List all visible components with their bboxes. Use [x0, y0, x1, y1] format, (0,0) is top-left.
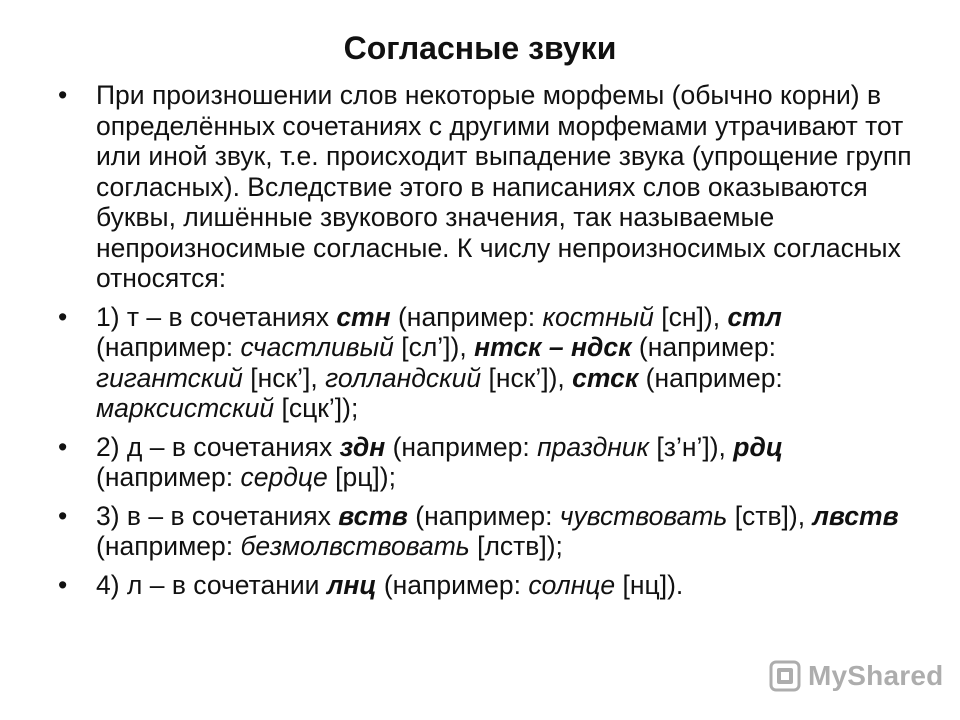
text-segment: При произношении слов некоторые морфемы (обычно корни) в определённых сочетаниях с другими морфемами утрачивают тот или иной звук, т.е. происходит выпадение звука (упрощение групп согласных). Вследствие этого в написаниях слов оказываются буквы, лишённые звукового значения, так называемые непроизносимые согласные. К числу непроизносимых согласных относятся: — [96, 80, 912, 293]
example-word: сердце — [240, 462, 328, 492]
example-word: чувствовать — [559, 500, 728, 531]
bold-italic-term: вств — [338, 500, 408, 531]
term-group — [336, 302, 390, 332]
bold-italic-term: лвств — [812, 500, 899, 531]
text-segment: (например: — [96, 332, 241, 362]
example-word: счастливый — [240, 332, 394, 362]
myshared-logo-icon — [768, 659, 802, 693]
text-segment: [рц]); — [327, 462, 396, 492]
bold-italic-term: стл — [727, 301, 782, 332]
bullet-text — [96, 302, 783, 424]
example-word: марксистский — [96, 393, 275, 423]
text-segment: (например: — [385, 431, 538, 462]
text-segment: (например: — [631, 332, 777, 362]
slide-title: Согласные звуки — [343, 30, 617, 66]
text-segment: [сл’]), — [393, 332, 475, 362]
example-word: голландский — [325, 362, 482, 393]
bold-italic-term: стск — [572, 362, 639, 393]
bullet-item — [58, 501, 918, 562]
bullet-text — [96, 501, 899, 562]
text-segment: [нск’]), — [481, 362, 573, 393]
term-group — [572, 363, 638, 393]
term-group — [338, 501, 408, 531]
term-group — [733, 432, 783, 462]
term-group — [812, 501, 898, 531]
text-segment: (например: — [96, 531, 241, 561]
text-segment: [сцк’]); — [274, 393, 359, 423]
text-segment: [з’н’]), — [649, 431, 734, 462]
bold-italic-term: лнц — [326, 569, 377, 600]
text-segment: 3) в – в сочетаниях — [96, 500, 339, 531]
bullet-marker: • — [58, 500, 68, 531]
text-segment: [лств]); — [469, 531, 563, 561]
text-segment: 1) т – в сочетаниях — [96, 301, 337, 332]
bullet-text — [96, 570, 683, 600]
term-group — [340, 432, 386, 462]
term-group — [727, 302, 781, 332]
text-segment: [нск’], — [242, 362, 326, 393]
bullet-marker: • — [58, 80, 68, 110]
example-word: гигантский — [96, 362, 243, 393]
example-word: костный — [542, 301, 654, 332]
text-segment: (например: — [390, 301, 543, 332]
example-word: солнце — [528, 569, 616, 600]
example-word: праздник — [537, 431, 650, 462]
bullet-marker: • — [58, 431, 68, 462]
watermark-text: MyShared — [808, 660, 944, 691]
term-group — [474, 332, 631, 362]
text-segment: (например: — [407, 500, 560, 531]
bullet-text — [96, 432, 783, 493]
text-segment: [ств]), — [727, 500, 813, 531]
term-group — [327, 570, 377, 600]
text-segment: 4) л – в сочетании — [96, 569, 327, 600]
bold-italic-term: рдц — [733, 431, 783, 462]
text-segment: (например: — [376, 569, 529, 600]
example-word: безмолвствовать — [240, 531, 470, 561]
bullet-item — [58, 432, 918, 493]
text-segment: [нц]). — [615, 569, 684, 600]
bullet-item — [58, 80, 918, 294]
bullet-text — [96, 80, 912, 293]
bullet-list — [58, 80, 918, 608]
bold-italic-term: здн — [339, 431, 386, 462]
text-segment: (например: — [638, 362, 783, 393]
text-segment: [сн]), — [653, 301, 728, 332]
bold-italic-term: стн — [336, 301, 391, 332]
text-segment: 2) д – в сочетаниях — [96, 431, 340, 462]
bold-italic-term: нтск – ндск — [474, 332, 632, 362]
bullet-item — [58, 570, 918, 601]
bullet-item — [58, 302, 918, 424]
text-segment: (например: — [96, 462, 241, 492]
watermark — [768, 656, 943, 696]
bullet-marker: • — [58, 301, 68, 332]
bullet-marker: • — [58, 569, 68, 600]
